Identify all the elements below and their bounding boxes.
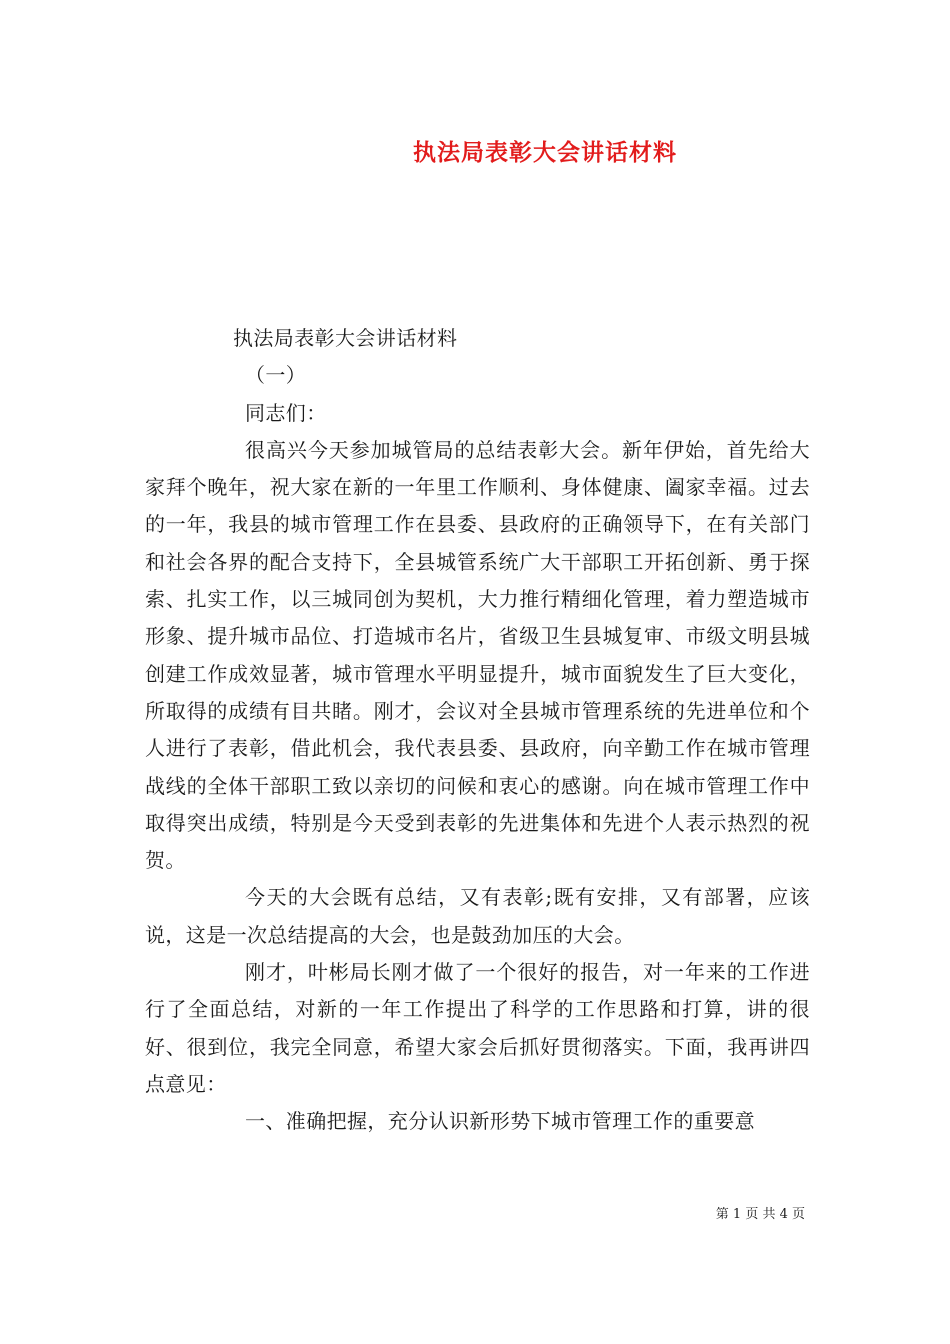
part-label: （一）: [245, 363, 307, 388]
page-footer: 第 1 页 共 4 页: [715, 1207, 805, 1222]
document-title: 执法局表彰大会讲话材料: [413, 139, 677, 166]
paragraph: 今天的大会既有总结，又有表彰;既有安排，又有部署，应该说，这是一次总结提高的大会，也是鼓劲加压的大会。: [145, 885, 810, 947]
paragraph: 刚才，叶彬局长刚才做了一个很好的报告，对一年来的工作进行了全面总结，对新的一年工作提出了科学的工作思路和打算，讲的很好、很到位，我完全同意，希望大家会后抓好贯彻落实。下面，我再讲四点意见：: [145, 960, 810, 1096]
paragraph: 很高兴今天参加城管局的总结表彰大会。新年伊始，首先给大家拜个晚年，祝大家在新的一年里工作顺利、身体健康、阖家幸福。过去的一年，我县的城市管理工作在县委、县政府的正确领导下，在有关部门和社会各界的配合支持下，全县城管系统广大干部职工开拓创新、勇于探索、扎实工作，以三城同创为契机，大力推行精细化管理，着力塑造城市形象、提升城市品位、打造城市名片，省级卫生县城复审、市级文明县城创建工作成效显著，城市管理水平明显提升，城市面貌发生了巨大变化，所取得的成绩有目共睹。刚才，会议对全县城市管理系统的先进单位和个人进行了表彰，借此机会，我代表县委、县政府，向辛勤工作在城市管理战线的全体干部职工致以亲切的问候和衷心的感谢。向在城市管理工作中取得突出成绩，特别是今天受到表彰的先进集体和先进个人表示热烈的祝贺。: [145, 437, 810, 873]
document-subtitle: 执法局表彰大会讲话材料: [233, 326, 458, 350]
paragraph: 一、准确把握，充分认识新形势下城市管理工作的重要意: [245, 1109, 755, 1134]
document-body: [145, 320, 810, 1141]
greeting: 同志们：: [245, 400, 327, 425]
